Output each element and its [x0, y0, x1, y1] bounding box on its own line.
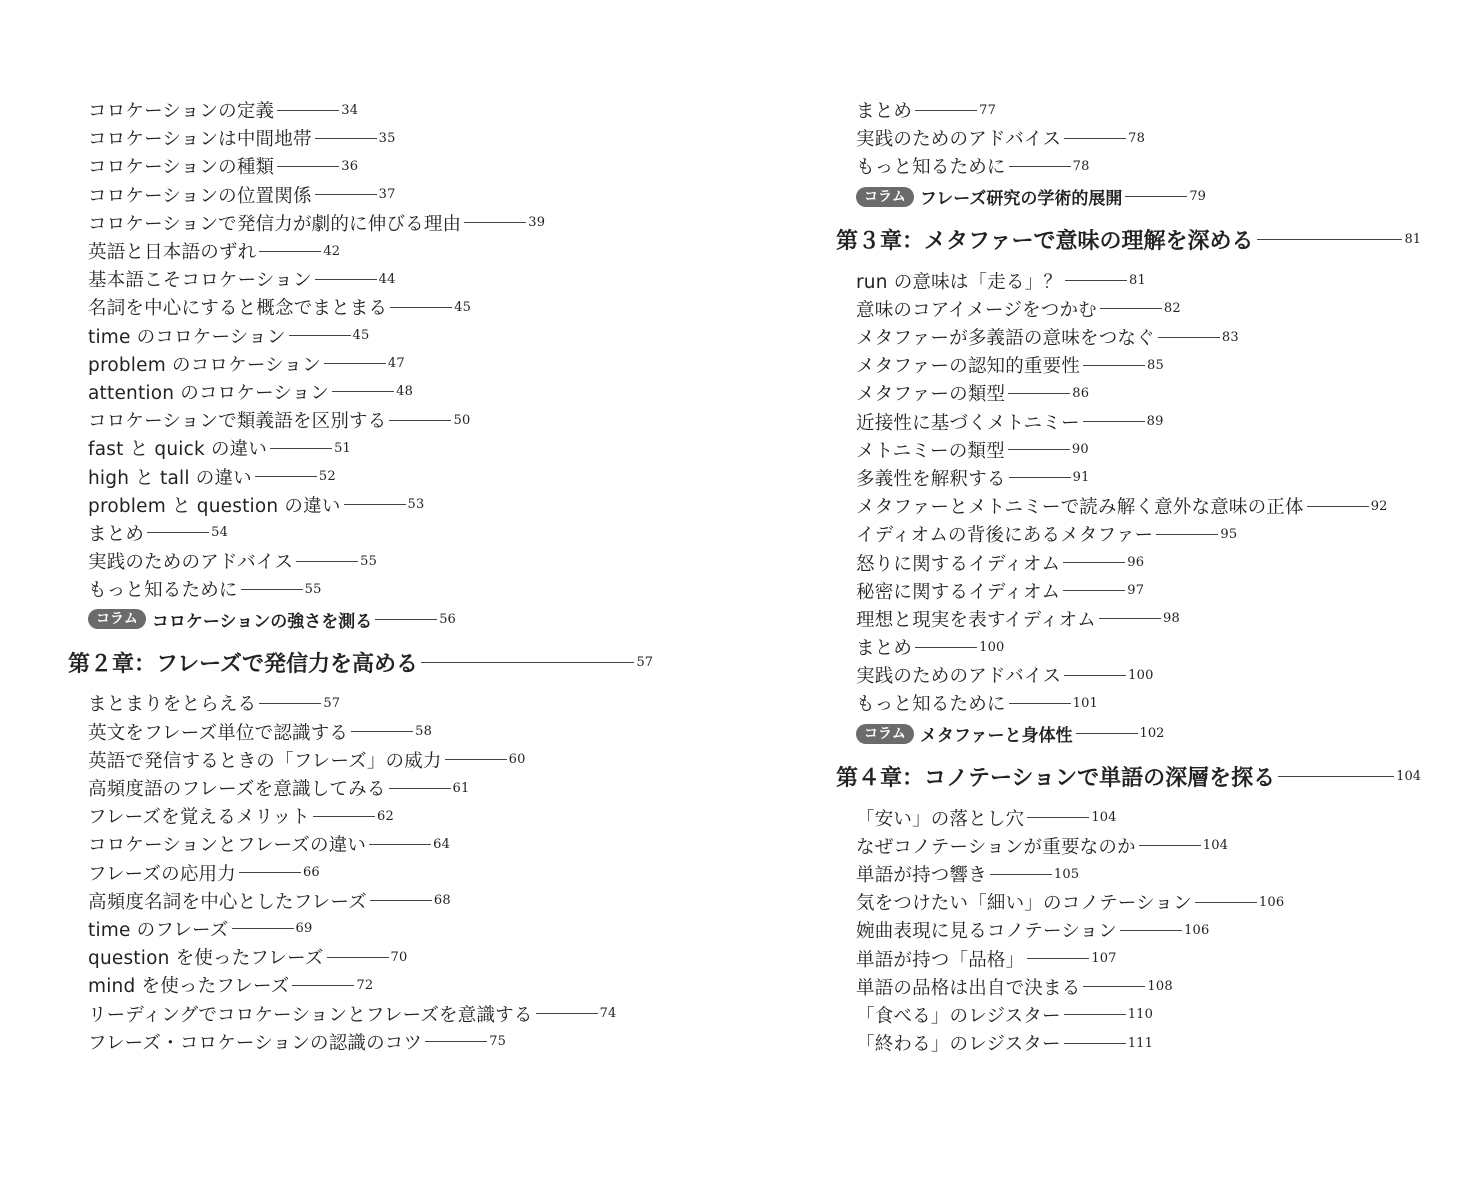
entry-title: 基本語こそコロケーション: [88, 270, 312, 292]
leader-line: [464, 222, 526, 223]
toc-entry: [836, 1001, 1436, 1029]
leader-line: [1307, 506, 1369, 507]
entry-title: 第３章：メタファーで意味の理解を深める: [836, 229, 1254, 255]
leader-line: [1063, 562, 1125, 563]
entry-title: コロケーションの強さを測る: [151, 611, 373, 632]
entry-title: 第４章：コノテーションで単語の深層を探る: [836, 766, 1276, 792]
leader-line: [270, 448, 332, 449]
toc-entry: [68, 462, 668, 490]
page-number: 101: [1072, 695, 1099, 711]
toc-entry: [68, 181, 668, 209]
page-number: 37: [378, 187, 396, 203]
leader-line: [292, 985, 354, 986]
page-number: 70: [390, 949, 408, 965]
leader-line: [1009, 166, 1071, 167]
entry-title: 単語が持つ「品格」: [856, 949, 1025, 971]
leader-line: [277, 166, 339, 167]
entry-title: 英文をフレーズ単位で認識する: [88, 722, 349, 744]
entry-title: 「食べる」のレジスター: [856, 1005, 1061, 1027]
page-number: 100: [1128, 667, 1154, 683]
page-number: 48: [396, 384, 414, 400]
entry-title: 近接性に基づくメトニミー: [856, 412, 1080, 434]
toc-entry: [68, 96, 668, 124]
entry-title: 高頻度語のフレーズを意識してみる: [88, 779, 386, 801]
toc-entry: [68, 1028, 668, 1056]
leader-line: [259, 251, 321, 252]
toc-entry: [68, 718, 668, 746]
toc-entry: [836, 323, 1436, 351]
page-number: 85: [1147, 357, 1164, 373]
leader-line: [375, 619, 437, 620]
entry-title: 実践のためのアドバイス: [856, 666, 1062, 688]
entry-title: time のフレーズ: [88, 919, 229, 941]
leader-line: [315, 279, 377, 280]
page-number: 74: [599, 1006, 617, 1022]
toc-entry: [68, 830, 668, 858]
entry-title: high と tall の違い: [88, 467, 252, 489]
toc-entry: [68, 322, 668, 350]
page-number: 111: [1127, 1035, 1154, 1051]
leader-line: [1076, 733, 1138, 734]
page-number: 39: [528, 215, 546, 231]
page-number: 89: [1146, 414, 1164, 430]
page-number: 83: [1221, 329, 1239, 345]
leader-line: [327, 957, 389, 958]
entry-title: 名詞を中心にすると概念でまとまる: [88, 298, 388, 320]
page-number: 61: [452, 780, 470, 796]
page-number: 90: [1071, 442, 1089, 458]
page-number: 81: [1129, 273, 1146, 289]
toc-entry: [68, 265, 668, 293]
page-number: 107: [1091, 951, 1117, 967]
toc-entry: [836, 295, 1436, 323]
page-number: 68: [433, 893, 451, 909]
page-number: 57: [323, 695, 341, 711]
toc-entry: [836, 379, 1436, 407]
entry-title: イディオムの背後にあるメタファー: [856, 525, 1154, 547]
chapter-heading: [836, 750, 1436, 804]
leader-line: [147, 532, 209, 533]
entry-title: 第２章：フレーズで発信力を高める: [68, 651, 419, 677]
page-number: 35: [378, 130, 396, 146]
toc-entry: [68, 152, 668, 180]
column-badge: コラム: [856, 187, 914, 207]
leader-line: [239, 872, 301, 873]
toc-entry: [836, 436, 1436, 464]
toc-entry: [68, 915, 668, 943]
entry-title: mind を使ったフレーズ: [88, 976, 290, 998]
leader-line: [990, 874, 1052, 875]
page-number: 91: [1072, 470, 1090, 486]
page-number: 82: [1163, 301, 1181, 317]
page-number: 72: [356, 977, 374, 993]
page-number: 105: [1053, 866, 1080, 882]
page-number: 106: [1258, 894, 1285, 910]
page-number: 78: [1128, 130, 1146, 146]
page-number: 104: [1396, 769, 1421, 785]
entry-title: コロケーションの位置関係: [88, 185, 312, 207]
toc-entry: [68, 774, 668, 802]
page-number: 45: [352, 328, 370, 344]
entry-title: 怒りに関するイディオム: [856, 553, 1061, 575]
column-badge: コラム: [856, 724, 914, 744]
toc-entry: [68, 406, 668, 434]
leader-line: [277, 110, 339, 111]
leader-line: [1063, 590, 1125, 591]
chapter-heading: [836, 213, 1436, 267]
leader-line: [1158, 337, 1220, 338]
page-number: 45: [454, 299, 472, 315]
leader-line: [1100, 308, 1162, 309]
entry-title: コロケーションの定義: [88, 101, 275, 123]
page-number: 55: [304, 581, 322, 597]
entry-title: run の意味は「走る」？: [856, 271, 1063, 293]
toc-entry: [836, 351, 1436, 379]
chapter-heading: [68, 635, 668, 689]
toc-entry: [68, 350, 668, 378]
leader-line: [259, 703, 321, 704]
page-number: 97: [1127, 583, 1145, 599]
entry-title: 意味のコアイメージをつかむ: [856, 299, 1097, 321]
leader-line: [1125, 196, 1187, 197]
toc-entry: [836, 520, 1436, 548]
entry-title: 実践のためのアドバイス: [88, 552, 294, 574]
page-number: 79: [1189, 189, 1206, 205]
toc-entry: [68, 575, 668, 603]
entry-title: まとめ: [856, 101, 913, 123]
leader-line: [1083, 365, 1145, 366]
leader-line: [1008, 393, 1070, 394]
entry-title: メタファーの類型: [856, 384, 1006, 406]
leader-line: [241, 589, 303, 590]
entry-title: 単語が持つ響き: [856, 865, 987, 887]
page-number: 66: [302, 865, 320, 881]
page-number: 55: [360, 553, 378, 569]
toc-entry: [68, 859, 668, 887]
page-number: 104: [1091, 810, 1117, 826]
leader-line: [344, 504, 406, 505]
leader-line: [425, 1041, 487, 1042]
entry-title: 単語の品格は出自で決まる: [856, 977, 1081, 999]
page-number: 86: [1072, 385, 1090, 401]
page-number: 44: [378, 271, 396, 287]
page-number: 58: [415, 724, 433, 740]
toc-entry: [836, 945, 1436, 973]
page-number: 110: [1127, 1007, 1154, 1023]
leader-line: [315, 194, 377, 195]
toc-entry: [836, 973, 1436, 1001]
toc-entry: [836, 267, 1436, 295]
leader-line: [315, 138, 377, 139]
page-number: 108: [1147, 979, 1173, 995]
leader-line: [369, 844, 431, 845]
page-number: 64: [433, 836, 451, 852]
leader-line: [1064, 675, 1126, 676]
toc-entry: [68, 209, 668, 237]
toc-entry: [836, 888, 1436, 916]
entry-title: 高頻度名詞を中心としたフレーズ: [88, 891, 367, 913]
toc-entry: [836, 408, 1436, 436]
leader-line: [332, 391, 394, 392]
entry-title: 気をつけたい「細い」のコノテーション: [856, 893, 1192, 915]
leader-line: [1064, 138, 1126, 139]
leader-line: [1027, 817, 1089, 818]
column-entry: [836, 718, 1436, 750]
leader-line: [1064, 1043, 1126, 1044]
leader-line: [1009, 703, 1071, 704]
toc-entry: [68, 547, 668, 575]
entry-title: question を使ったフレーズ: [88, 948, 324, 970]
toc-entry: [836, 689, 1436, 717]
page-number: 52: [318, 469, 336, 485]
entry-title: もっと知るために: [88, 580, 238, 602]
page-number: 106: [1184, 922, 1210, 938]
entry-title: コロケーションで発信力が劇的に伸びる理由: [88, 213, 462, 235]
leader-line: [1009, 477, 1071, 478]
page-number: 51: [334, 440, 352, 456]
page-number: 104: [1202, 838, 1229, 854]
toc-entry: [836, 492, 1436, 520]
toc-entry: [68, 434, 668, 462]
entry-title: メタファーとメトニミーで読み解く意外な意味の正体: [856, 497, 1304, 519]
entry-title: コロケーションの種類: [88, 157, 275, 179]
toc-entry: [836, 1029, 1436, 1057]
toc-entry: [836, 605, 1436, 633]
page-number: 42: [323, 243, 341, 259]
leader-line: [232, 928, 294, 929]
page-number: 47: [387, 356, 405, 372]
entry-title: なぜコノテーションが重要なのか: [856, 836, 1136, 858]
entry-title: 英語と日本語のずれ: [88, 242, 257, 264]
toc-entry: [68, 293, 668, 321]
leader-line: [389, 420, 451, 421]
entry-title: リーディングでコロケーションとフレーズを意識する: [88, 1004, 533, 1026]
page-number: 50: [453, 412, 471, 428]
page-number: 100: [979, 639, 1005, 655]
leader-line: [1120, 930, 1182, 931]
entry-title: time のコロケーション: [88, 326, 286, 348]
toc-entry: [68, 802, 668, 830]
page-number: 95: [1220, 526, 1238, 542]
leader-line: [313, 816, 375, 817]
toc-right-column: [836, 96, 1436, 1057]
leader-line: [915, 110, 977, 111]
leader-line: [1083, 421, 1145, 422]
leader-line: [255, 476, 317, 477]
entry-title: まとまりをとらえる: [88, 694, 257, 716]
leader-line: [390, 307, 452, 308]
toc-entry: [836, 96, 1436, 124]
entry-title: コロケーションで類義語を区別する: [88, 411, 387, 433]
toc-entry: [836, 916, 1436, 944]
toc-entry: [836, 464, 1436, 492]
entry-title: フレーズ・コロケーションの認識のコツ: [88, 1032, 423, 1054]
page-number: 62: [377, 808, 394, 824]
entry-title: 秘密に関するイディオム: [856, 581, 1061, 603]
leader-line: [1099, 618, 1161, 619]
entry-title: 英語で発信するときの「フレーズ」の威力: [88, 750, 442, 772]
entry-title: もっと知るために: [856, 157, 1006, 179]
entry-title: problem と question の違い: [88, 495, 341, 517]
page-number: 92: [1370, 498, 1388, 514]
leader-line: [1065, 280, 1127, 281]
toc-entry: [68, 887, 668, 915]
toc-entry: [68, 491, 668, 519]
toc-left-column: [68, 96, 668, 1056]
toc-entry: [68, 237, 668, 265]
page-number: 60: [508, 752, 526, 768]
entry-title: problem のコロケーション: [88, 354, 321, 376]
leader-line: [351, 731, 413, 732]
entry-title: フレーズの応用力: [88, 863, 236, 885]
toc-entry: [836, 548, 1436, 576]
entry-title: コロケーションは中間地帯: [88, 129, 312, 151]
entry-title: attention のコロケーション: [88, 382, 330, 404]
page-number: 77: [979, 102, 997, 118]
toc-entry: [836, 577, 1436, 605]
leader-line: [1064, 1014, 1126, 1015]
toc-entry: [836, 633, 1436, 661]
column-entry: [836, 181, 1436, 213]
entry-title: メタファーの認知的重要性: [856, 356, 1081, 378]
leader-line: [1278, 776, 1394, 777]
toc-entry: [836, 124, 1436, 152]
entry-title: コロケーションとフレーズの違い: [88, 835, 367, 857]
leader-line: [536, 1013, 598, 1014]
leader-line: [1027, 958, 1089, 959]
entry-title: メタファーが多義語の意味をつなぐ: [856, 328, 1155, 350]
column-badge: コラム: [88, 609, 146, 629]
page-number: 81: [1404, 232, 1421, 248]
leader-line: [1156, 534, 1218, 535]
entry-title: フレーズを覚えるメリット: [88, 807, 310, 829]
page-number: 57: [636, 654, 653, 670]
entry-title: まとめ: [856, 638, 913, 660]
entry-title: 多義性を解釈する: [856, 468, 1006, 490]
entry-title: メトニミーの類型: [856, 440, 1005, 462]
leader-line: [915, 647, 977, 648]
toc-entry: [68, 746, 668, 774]
page-number: 96: [1127, 555, 1145, 571]
leader-line: [1008, 449, 1070, 450]
entry-title: もっと知るために: [856, 694, 1006, 716]
toc-entry: [68, 519, 668, 547]
page-number: 78: [1072, 158, 1090, 174]
toc-entry: [836, 804, 1436, 832]
toc-entry: [836, 661, 1436, 689]
leader-line: [296, 561, 358, 562]
leader-line: [1257, 239, 1403, 240]
page-number: 75: [489, 1034, 507, 1050]
entry-title: フレーズ研究の学術的展開: [919, 189, 1123, 210]
toc-entry: [836, 832, 1436, 860]
entry-title: 婉曲表現に見るコノテーション: [856, 921, 1118, 943]
toc-entry: [836, 152, 1436, 180]
entry-title: メタファーと身体性: [919, 726, 1073, 747]
entry-title: fast と quick の違い: [88, 439, 268, 461]
leader-line: [324, 363, 386, 364]
page-number: 102: [1139, 726, 1165, 742]
column-entry: [68, 603, 668, 635]
page-number: 53: [407, 497, 425, 513]
toc-entry: [68, 971, 668, 999]
leader-line: [1195, 902, 1257, 903]
entry-title: 理想と現実を表すイディオム: [856, 609, 1096, 631]
toc-entry: [68, 378, 668, 406]
leader-line: [421, 662, 634, 663]
leader-line: [389, 788, 451, 789]
page-number: 34: [341, 102, 359, 118]
entry-title: 「安い」の落とし穴: [856, 808, 1025, 830]
entry-title: 「終わる」のレジスター: [856, 1034, 1061, 1056]
toc-entry: [68, 999, 668, 1027]
page-number: 98: [1162, 611, 1180, 627]
entry-title: まとめ: [88, 523, 145, 545]
toc-entry: [836, 860, 1436, 888]
page-number: 69: [295, 921, 313, 937]
page-number: 56: [439, 611, 456, 627]
leader-line: [1139, 845, 1201, 846]
page-number: 54: [211, 525, 229, 541]
leader-line: [289, 335, 351, 336]
toc-entry: [68, 943, 668, 971]
page-number: 36: [341, 158, 359, 174]
toc-entry: [68, 689, 668, 717]
leader-line: [1083, 986, 1145, 987]
leader-line: [370, 900, 432, 901]
toc-entry: [68, 124, 668, 152]
entry-title: 実践のためのアドバイス: [856, 129, 1062, 151]
leader-line: [445, 759, 507, 760]
